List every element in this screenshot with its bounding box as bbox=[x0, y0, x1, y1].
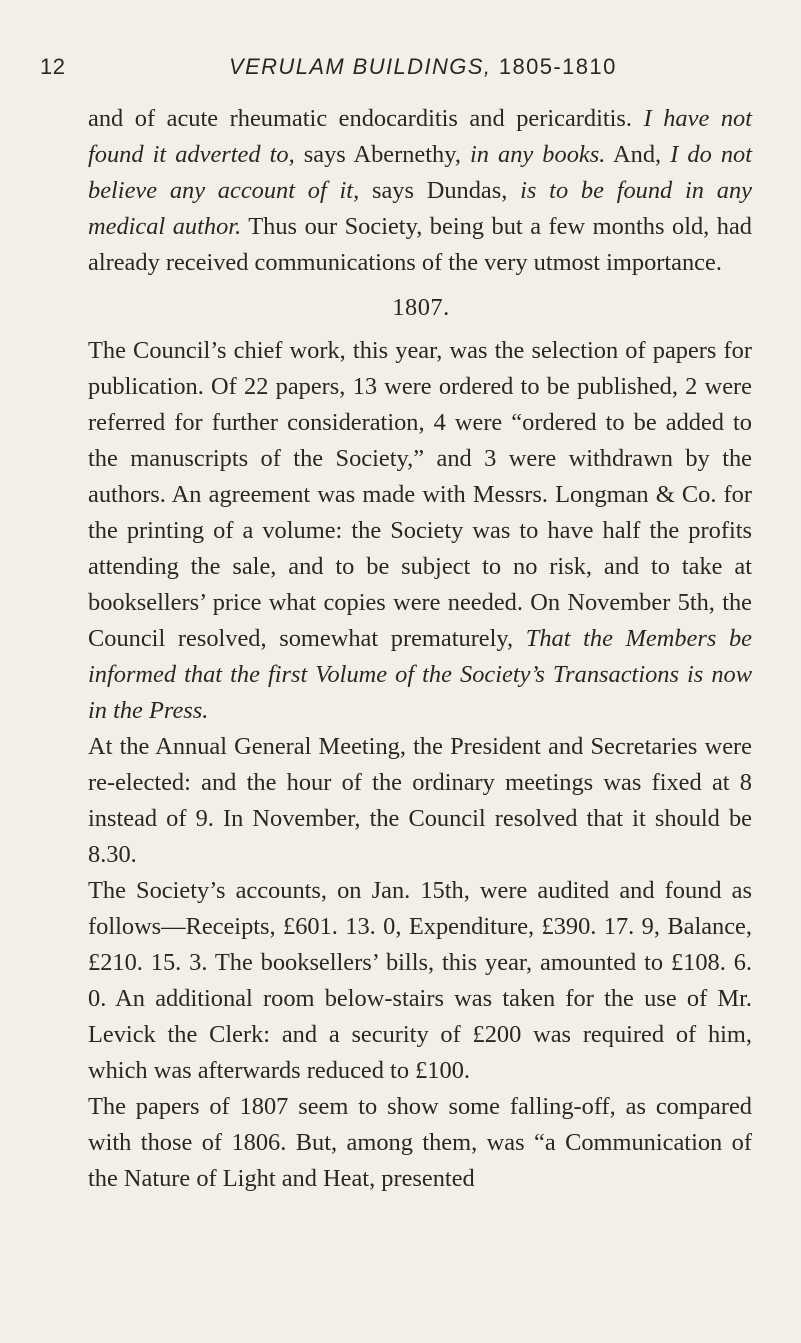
p1-text-a: and of acute rheumatic endocarditis and pericarditis. bbox=[88, 105, 644, 132]
p1-quote-medical: is to be found in any medical author. bbox=[88, 177, 752, 240]
running-title bbox=[229, 54, 617, 80]
year-heading: 1807. bbox=[392, 294, 450, 321]
p1-quote-abernethy: I have not found it adverted to, bbox=[88, 105, 752, 168]
paragraph-5: The papers of 1807 seem to show some falling-off, as compared with those of 1806. But, among them, was “a Communication of the Nature of Light and Heat, presented bbox=[88, 1093, 752, 1192]
page-number: 12 bbox=[40, 54, 66, 79]
p1-quote-dundas: I do not believe any account of it, bbox=[88, 141, 752, 204]
running-head bbox=[0, 54, 801, 88]
running-title-name: VERULAM BUILDINGS, bbox=[229, 54, 492, 79]
paragraph-2 bbox=[88, 333, 752, 729]
p2-text-a: The Council’s chief work, this year, was the selection of papers for publication. Of 22 papers, 13 were ordered to be published, 2 were referred for further consideration, 4 were “ordered to be added to the manuscripts of the Society,” and 3 were withdrawn by the authors. An agreement was made with Messrs. Longman & Co. for the printing of a volume: the Society was to have half the profits attending the sale, and to be subject to no risk, and to take at booksellers’ price what copies were needed. On November 5th, the Council resolved, somewhat prematurely, bbox=[88, 337, 752, 652]
p1-text-i: Thus our Society, being but a few months old, had already received communications of the very utmost importance. bbox=[88, 213, 753, 276]
body-text bbox=[88, 101, 752, 1197]
p1-text-e: And, bbox=[605, 141, 671, 168]
paragraph-1 bbox=[88, 101, 752, 281]
p1-text-c: says Abernethy, bbox=[294, 141, 470, 168]
paragraph-4: The Society’s accounts, on Jan. 15th, were audited and found as follows—Receipts, £601. 13. 0, Expenditure, £390. 17. 9, Balance, £210. 15. 3. The booksellers’ bills, this year, amounted to £108. 6. 0. An additional room below-stairs was taken for the use of Mr. Levick the Clerk: and a security of £200 was required of him, which was afterwards reduced to £100. bbox=[88, 877, 752, 1084]
p1-text-g: says Dundas, bbox=[359, 177, 521, 204]
running-title-years: 1805-1810 bbox=[498, 54, 617, 79]
paragraph-3: At the Annual General Meeting, the President and Secretaries were re-elected: and the hour of the ordinary meetings was fixed at 8 instead of 9. In November, the Council resolved that it should be 8.30. bbox=[88, 733, 752, 868]
p1-quote-books: in any books. bbox=[470, 141, 606, 168]
p2-resolution-quote: That the Members be informed that the first Volume of the Society’s Transactions is now in the Press. bbox=[88, 625, 752, 724]
